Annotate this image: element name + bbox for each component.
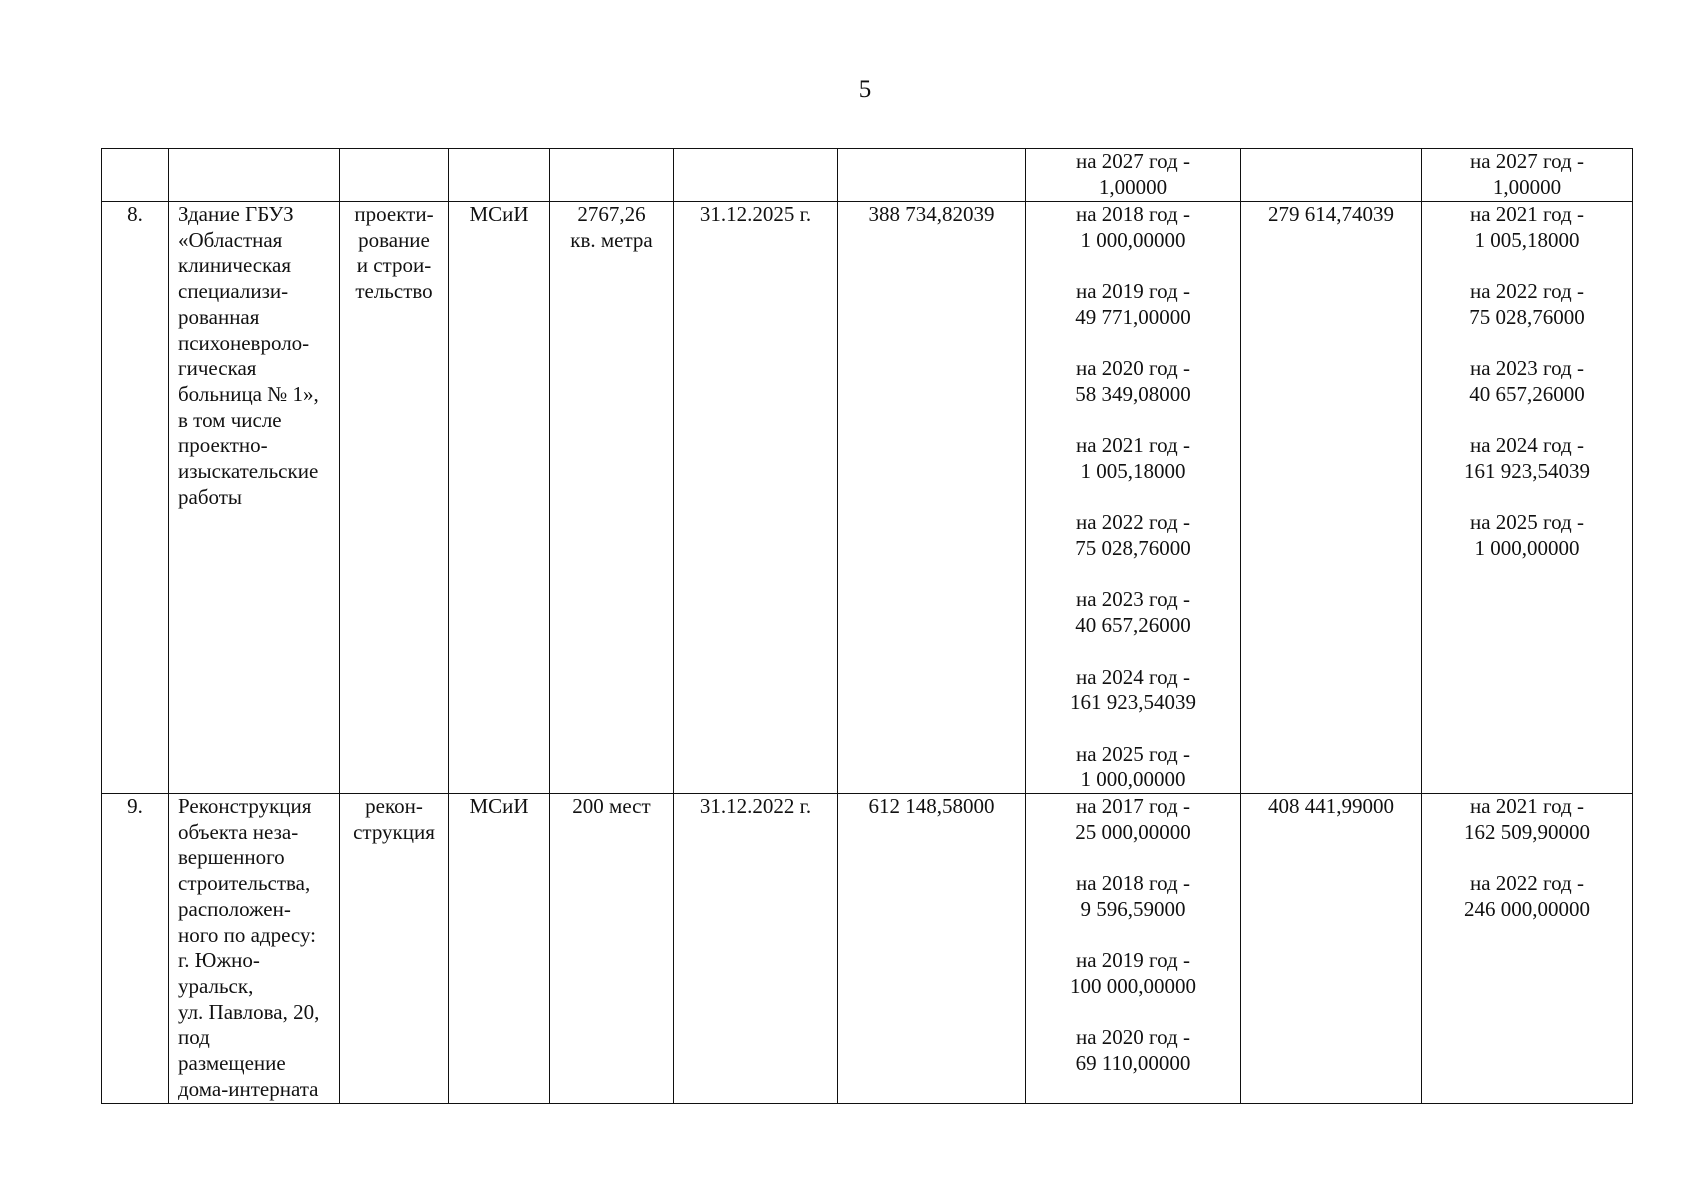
cell-num: 8.: [102, 202, 169, 794]
name-line: работы: [178, 484, 243, 509]
financing-entry: [1026, 433, 1240, 484]
capacity-line: кв. метра: [570, 227, 653, 252]
name-line: гическая: [178, 356, 257, 381]
cell-financing-to-date: [1026, 202, 1241, 794]
cell-work-type: [340, 794, 449, 1103]
name-line: больница № 1»,: [178, 381, 319, 406]
cell-remaining-cost: 408 441,99000: [1241, 794, 1422, 1103]
year-label: на 2023 год -: [1470, 356, 1584, 381]
amount: 1 000,00000: [1474, 536, 1580, 561]
amount: 1 000,00000: [1080, 767, 1186, 792]
amount: 75 028,76000: [1075, 536, 1191, 561]
name-line: строительства,: [178, 871, 311, 896]
financing-entry: [1026, 794, 1240, 845]
name-line: изыскательские: [178, 459, 319, 484]
work-line: рование: [358, 227, 430, 252]
name-line: в том числе: [178, 407, 282, 432]
year-label: на 2018 год -: [1076, 202, 1190, 226]
plan-entry: [1422, 202, 1632, 253]
amount: 246 000,00000: [1464, 896, 1590, 921]
year-label: на 2021 год -: [1470, 794, 1584, 819]
amount: 49 771,00000: [1075, 304, 1191, 329]
work-line: тельство: [355, 279, 433, 304]
financing-entry: [1026, 948, 1240, 999]
year-label: на 2027 год -: [1470, 149, 1584, 173]
cell-name: [169, 794, 340, 1103]
name-line: клиническая: [178, 253, 291, 278]
year-label: на 2019 год -: [1076, 279, 1190, 304]
cell-customer: [449, 149, 550, 202]
capacity-line: 200 мест: [572, 794, 651, 819]
table-row-continuation: [102, 149, 1633, 202]
name-line: «Областная: [178, 227, 283, 252]
name-line: психоневроло-: [178, 330, 310, 355]
cell-work-type: [340, 149, 449, 202]
cell-financing-to-date: [1026, 794, 1241, 1103]
year-label: на 2025 год -: [1076, 741, 1190, 766]
plan-entry: [1422, 794, 1632, 845]
financing-entry: [1026, 202, 1240, 253]
table-row-8: [102, 202, 1633, 794]
year-label: на 2020 год -: [1076, 356, 1190, 381]
year-label: на 2024 год -: [1470, 433, 1584, 458]
name-line: размещение: [178, 1051, 286, 1076]
financing-entry: [1026, 665, 1240, 716]
cell-capacity: [550, 794, 674, 1103]
amount: 162 509,90000: [1464, 819, 1590, 844]
amount: 69 110,00000: [1075, 1051, 1191, 1076]
work-line: и строи-: [356, 253, 432, 278]
plan-entry: [1422, 279, 1632, 330]
financing-entry: [1026, 742, 1240, 793]
name-line: вершенного: [178, 845, 285, 870]
year-label: на 2017 год -: [1076, 794, 1190, 819]
name-line: объекта неза-: [178, 819, 299, 844]
name-line: рованная: [178, 304, 260, 329]
cell-num: [102, 149, 169, 202]
amount: 100 000,00000: [1070, 973, 1196, 998]
amount: 161 923,54039: [1464, 458, 1590, 483]
name-line: специализи-: [178, 279, 289, 304]
cell-name: [169, 149, 340, 202]
year-label: на 2027 год -: [1076, 149, 1190, 173]
work-line: рекон-: [365, 794, 423, 819]
plan-entry: [1422, 433, 1632, 484]
amount: 40 657,26000: [1469, 381, 1585, 406]
year-label: на 2021 год -: [1076, 433, 1190, 458]
cell-deadline: 31.12.2025 г.: [674, 202, 838, 794]
name-line: ного по адресу:: [178, 922, 317, 947]
capacity-line: 2767,26: [577, 202, 646, 226]
financing-entry: [1026, 356, 1240, 407]
cell-customer: МСиИ: [449, 202, 550, 794]
cell-customer: МСиИ: [449, 794, 550, 1103]
cell-plan: [1422, 149, 1633, 202]
cell-deadline: [674, 149, 838, 202]
year-label: на 2024 год -: [1076, 664, 1190, 689]
amount: 75 028,76000: [1469, 304, 1585, 329]
name-line: расположен-: [178, 896, 291, 921]
amount: 9 596,59000: [1080, 896, 1186, 921]
year-label: на 2022 год -: [1470, 279, 1584, 304]
plan-entry: [1422, 871, 1632, 922]
year-label: на 2022 год -: [1076, 510, 1190, 535]
page-number: 5: [858, 76, 872, 103]
cell-deadline: 31.12.2022 г.: [674, 794, 838, 1103]
cell-remaining-cost: 279 614,74039: [1241, 202, 1422, 794]
cell-estimated-cost: [838, 149, 1026, 202]
amount: 25 000,00000: [1075, 819, 1191, 844]
plan-entry: [1422, 356, 1632, 407]
financing-entry: [1026, 510, 1240, 561]
year-label: на 2023 год -: [1076, 587, 1190, 612]
year-label: на 2025 год -: [1470, 510, 1584, 535]
work-line: проекти-: [354, 202, 434, 226]
financing-entry: [1026, 149, 1240, 200]
name-line: под: [178, 1025, 210, 1050]
name-line: Реконструкция: [178, 794, 312, 819]
name-line: ул. Павлова, 20,: [178, 999, 320, 1024]
name-line: г. Южно-: [178, 948, 260, 973]
amount: 58 349,08000: [1075, 381, 1191, 406]
plan-entry: [1422, 149, 1632, 200]
year-label: на 2019 год -: [1076, 948, 1190, 973]
cell-work-type: [340, 202, 449, 794]
year-label: на 2018 год -: [1076, 871, 1190, 896]
cell-num: 9.: [102, 794, 169, 1103]
table-row-9: [102, 794, 1633, 1103]
amount: 40 657,26000: [1075, 613, 1191, 638]
amount: 1 005,18000: [1474, 227, 1580, 252]
year-label: на 2022 год -: [1470, 871, 1584, 896]
cell-estimated-cost: 388 734,82039: [838, 202, 1026, 794]
cell-financing-to-date: [1026, 149, 1241, 202]
amount: 1 000,00000: [1080, 227, 1186, 252]
year-label: на 2020 год -: [1076, 1025, 1190, 1050]
cell-plan: [1422, 202, 1633, 794]
cell-capacity: [550, 202, 674, 794]
financing-entry: [1026, 587, 1240, 638]
amount: 1,00000: [1492, 174, 1562, 199]
investment-objects-table: [101, 148, 1633, 1104]
amount: 161 923,54039: [1070, 690, 1196, 715]
year-label: на 2021 год -: [1470, 202, 1584, 226]
name-line: уральск,: [178, 973, 254, 998]
cell-plan: [1422, 794, 1633, 1103]
work-line: струкция: [353, 819, 435, 844]
plan-entry: [1422, 510, 1632, 561]
cell-remaining-cost: [1241, 149, 1422, 202]
cell-capacity: [550, 149, 674, 202]
name-line: проектно-: [178, 433, 268, 458]
financing-entry: [1026, 1025, 1240, 1076]
financing-entry: [1026, 279, 1240, 330]
cell-estimated-cost: 612 148,58000: [838, 794, 1026, 1103]
name-line: дома-интерната: [178, 1076, 319, 1101]
name-line: Здание ГБУЗ: [178, 202, 294, 226]
amount: 1,00000: [1098, 174, 1168, 199]
amount: 1 005,18000: [1080, 458, 1186, 483]
financing-entry: [1026, 871, 1240, 922]
cell-name: [169, 202, 340, 794]
